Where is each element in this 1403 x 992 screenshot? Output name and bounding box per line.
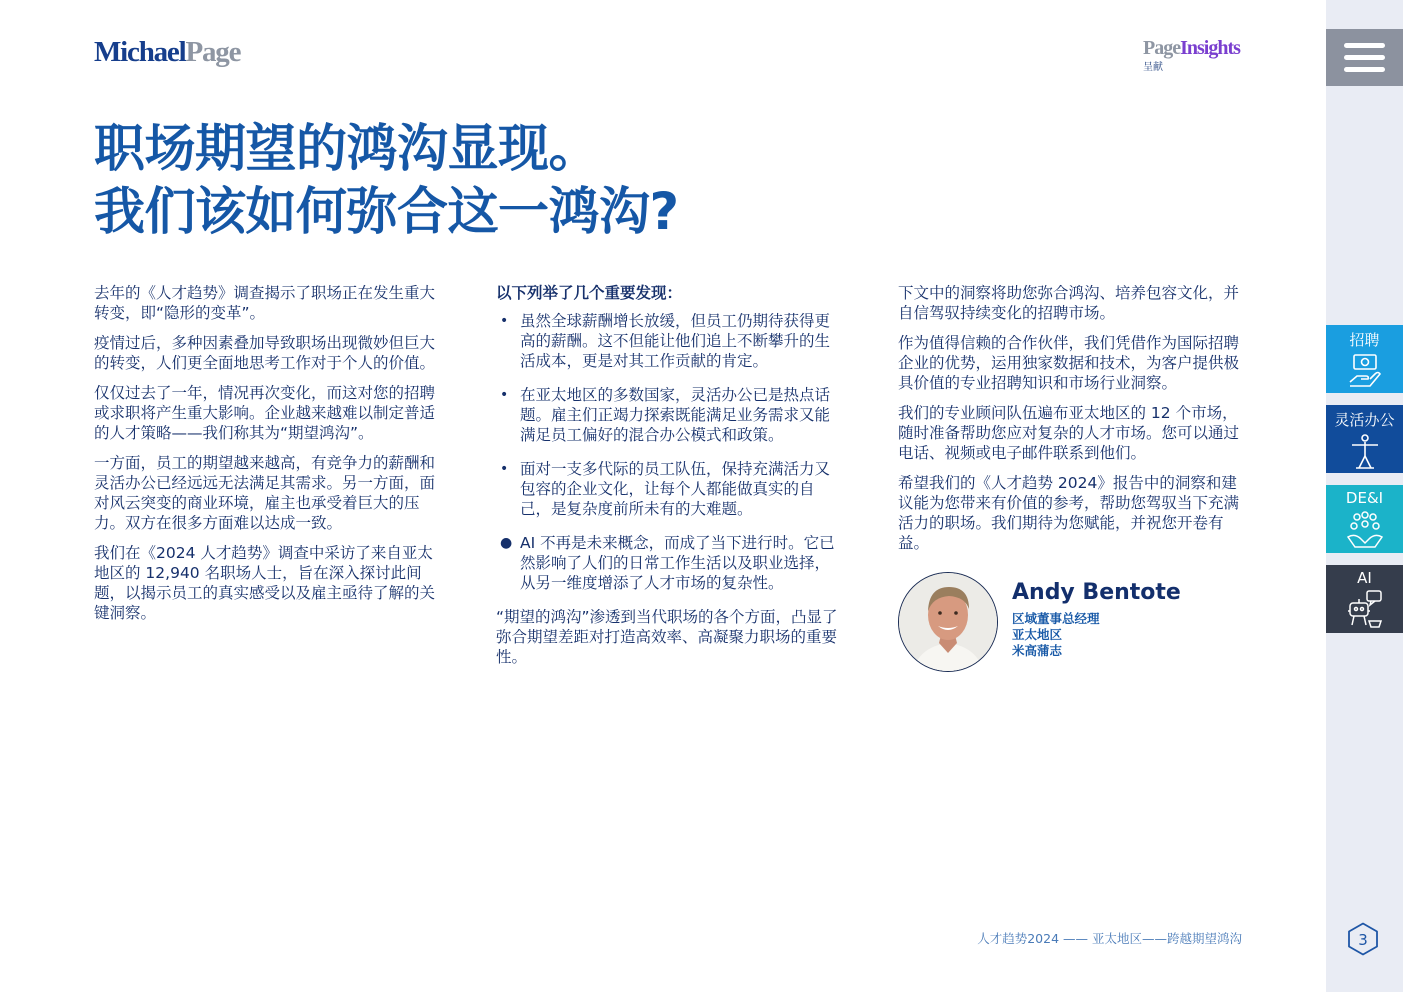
tab-recruitment[interactable] xyxy=(1326,325,1403,393)
bullet-icon: • xyxy=(500,461,509,477)
avatar xyxy=(898,572,998,672)
paragraph: 我们的专业顾问队伍遍布亚太地区的 12 个市场，随时准备帮助您应对复杂的人才市场。您可以通过电话、视频或电子邮件联系到他们。 xyxy=(898,404,1240,462)
list-item xyxy=(496,385,841,445)
footer-caption: 人才趋势2024 —— 亚太地区——跨越期望鸿沟 xyxy=(977,931,1242,946)
page-insights-logo xyxy=(1143,37,1240,73)
tab-dei[interactable] xyxy=(1326,485,1403,553)
role-line: 亚太地区 xyxy=(1012,627,1063,642)
paragraph: “期望的鸿沟”渗透到当代职场的各个方面，凸显了弥合期望差距对打造高效率、高凝聚力职场的重要性。 xyxy=(496,608,838,666)
paragraph: 下文中的洞察将助您弥合鸿沟、培养包容文化，并自信驾驭持续变化的招聘市场。 xyxy=(898,284,1240,322)
logo-text-page: Page xyxy=(185,36,241,68)
insights-subtitle: 呈献 xyxy=(1143,62,1163,73)
title-line-1: 职场期望的鸿沟显现。 xyxy=(94,120,600,179)
role-line: 米高蒲志 xyxy=(1012,643,1063,658)
portrait-icon xyxy=(899,573,997,671)
author-card xyxy=(898,572,1248,672)
hamburger-icon xyxy=(1344,43,1385,48)
page-number: 3 xyxy=(1358,931,1368,949)
insights-text-page: Page xyxy=(1143,37,1181,59)
page-number-badge xyxy=(1346,922,1380,956)
author-name: Andy Bentote xyxy=(1012,580,1181,605)
hamburger-icon xyxy=(1344,67,1385,72)
list-item xyxy=(496,459,841,519)
paragraph: 一方面，员工的期望越来越高，有竞争力的薪酬和灵活办公已经远远无法满足其需求。另一方面，面对风云突变的商业环境，雇主也承受着巨大的压力。双方在很多方面难以达成一致。 xyxy=(94,454,436,532)
list-item-text: 在亚太地区的多数国家，灵活办公已是热点话题。雇主们正竭力探索既能满足业务需求又能满足员工偏好的混合办公模式和政策。 xyxy=(520,386,831,444)
paragraph: 去年的《人才趋势》调查揭示了职场正在发生重大转变，即“隐形的变革”。 xyxy=(94,284,436,322)
tab-label: AI xyxy=(1357,569,1372,587)
paragraph: 作为值得信赖的合作伙伴，我们凭借作为国际招聘企业的优势，运用独家数据和技术，为客户提供极具价值的专业招聘知识和市场行业洞察。 xyxy=(898,334,1240,392)
tab-ai[interactable] xyxy=(1326,565,1403,633)
person-stretch-icon xyxy=(1346,432,1384,470)
hamburger-icon xyxy=(1344,55,1385,60)
column-findings xyxy=(496,283,841,677)
robot-chat-icon xyxy=(1345,589,1385,629)
title-line-2: 我们该如何弥合这一鸿沟? xyxy=(94,183,679,242)
bullet-icon: • xyxy=(500,387,509,403)
column-insights xyxy=(898,283,1243,563)
people-hand-icon xyxy=(1345,509,1385,549)
bullet-icon: • xyxy=(500,313,509,329)
list-item xyxy=(496,533,841,593)
page-title xyxy=(94,118,679,244)
menu-button[interactable] xyxy=(1326,29,1403,86)
paragraph: 希望我们的《人才趋势 2024》报告中的洞察和建议能为您带来有价值的参考，帮助您驾驭当下充满活力的职场。我们期待为您赋能，并祝您开卷有益。 xyxy=(898,474,1240,552)
michael-page-logo[interactable] xyxy=(94,36,240,69)
hand-money-icon xyxy=(1346,352,1384,390)
list-item-text: AI 不再是未来概念，而成了当下进行时。它已然影响了人们的日常工作生活以及职业选择，从另一维度增添了人才市场的复杂性。 xyxy=(520,534,835,592)
tab-label: 招聘 xyxy=(1349,331,1380,349)
insights-text-insights: Insights xyxy=(1180,37,1240,59)
bullet-icon: ● xyxy=(500,535,513,551)
paragraph: 我们在《2024 人才趋势》调查中采访了来自亚太地区的 12,940 名职场人士，旨在深入探讨此间题，以揭示员工的真实感受以及雇主亟待了解的关键洞察。 xyxy=(94,544,436,622)
findings-heading: 以下列举了几个重要发现： xyxy=(496,284,683,302)
tab-flexible-work[interactable] xyxy=(1326,405,1403,473)
paragraph: 仅仅过去了一年，情况再次变化，而这对您的招聘或求职将产生重大影响。企业越来越难以制定普适的人才策略——我们称其为“期望鸿沟”。 xyxy=(94,384,436,442)
logo-text-michael: Michael xyxy=(94,36,186,68)
findings-list xyxy=(496,311,841,593)
tab-label: DE&I xyxy=(1345,489,1384,507)
paragraph: 疫情过后，多种因素叠加导致职场出现微妙但巨大的转变，人们更全面地思考工作对于个人的价值。 xyxy=(94,334,436,372)
column-intro xyxy=(94,283,444,633)
role-line: 区域董事总经理 xyxy=(1012,611,1100,626)
list-item-text: 虽然全球薪酬增长放缓，但员工仍期待获得更高的薪酬。这不但能让他们追上不断攀升的生活成本，更是对其工作贡献的肯定。 xyxy=(520,312,831,370)
list-item-text: 面对一支多代际的员工队伍，保持充满活力又包容的企业文化，让每个人都能做真实的自己，是复杂度前所未有的大难题。 xyxy=(520,460,831,518)
author-role xyxy=(1012,611,1100,659)
list-item xyxy=(496,311,841,371)
tab-label: 灵活办公 xyxy=(1334,411,1395,429)
